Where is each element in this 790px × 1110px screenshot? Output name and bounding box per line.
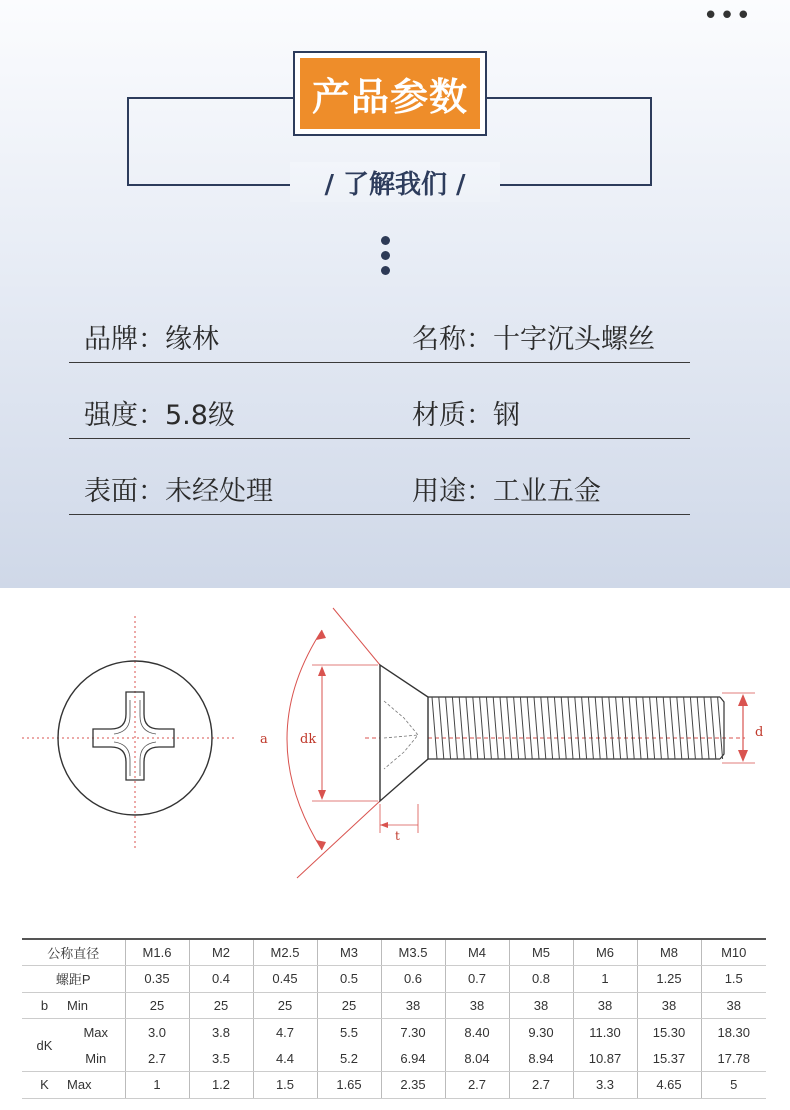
table-cell: 3.3	[573, 1072, 637, 1099]
table-cell: 3.5	[189, 1045, 253, 1072]
thread-line	[520, 697, 525, 759]
row-sub-label: Max	[67, 1072, 125, 1099]
table-cell: 5	[701, 1072, 766, 1099]
table-cell: 1.25	[637, 966, 701, 993]
thread-line	[541, 697, 546, 759]
size-header: M8	[637, 939, 701, 966]
section-title: 产品参数	[300, 58, 480, 129]
table-row	[22, 939, 766, 966]
row-sub-label: Min	[67, 992, 125, 1019]
screw-threads	[432, 697, 723, 759]
size-header: M2	[189, 939, 253, 966]
table-cell: 17.78	[701, 1045, 766, 1072]
size-header: M1.6	[125, 939, 189, 966]
table-cell: 8.40	[445, 1019, 509, 1046]
param-row	[69, 439, 690, 515]
table-row	[22, 966, 766, 993]
spec-table	[22, 938, 766, 1099]
table-row	[22, 992, 766, 1019]
table-cell: 0.6	[381, 966, 445, 993]
table-cell: 4.7	[253, 1019, 317, 1046]
param-usage: 用途：工业五金	[412, 476, 601, 507]
param-strength: 强度：5.8级	[84, 400, 235, 431]
thread-line	[500, 697, 505, 759]
table-cell: 0.5	[317, 966, 381, 993]
thread-line	[459, 697, 464, 759]
table-cell: 1	[125, 1072, 189, 1099]
thread-line	[636, 697, 641, 759]
thread-line	[718, 697, 723, 759]
vertical-dots-icon	[379, 236, 391, 274]
title-frame-right	[484, 97, 652, 186]
row-sub-label: Max	[83, 1024, 109, 1040]
thread-line	[473, 697, 478, 759]
param-surface: 表面：未经处理	[84, 476, 273, 507]
table-row	[22, 1045, 766, 1072]
screw-head-top-view	[22, 616, 236, 850]
table-cell: 38	[701, 992, 766, 1019]
table-cell: 38	[381, 992, 445, 1019]
thread-line	[684, 697, 689, 759]
table-cell: 2.7	[509, 1072, 573, 1099]
thread-line	[446, 697, 451, 759]
table-cell: 6.94	[381, 1045, 445, 1072]
table-cell: 0.7	[445, 966, 509, 993]
table-cell: 38	[573, 992, 637, 1019]
thread-line	[514, 697, 519, 759]
thread-line	[493, 697, 498, 759]
table-cell: 2.35	[381, 1072, 445, 1099]
thread-line	[548, 697, 553, 759]
thread-line	[643, 697, 648, 759]
spec-table-wrap	[22, 938, 766, 1099]
table-cell: 1	[573, 966, 637, 993]
param-table	[69, 312, 690, 515]
thread-line	[486, 697, 491, 759]
thread-line	[595, 697, 600, 759]
size-header: M10	[701, 939, 766, 966]
param-material: 材质：钢	[412, 400, 520, 431]
table-cell: 15.30	[637, 1019, 701, 1046]
table-cell: 25	[125, 992, 189, 1019]
thread-line	[582, 697, 587, 759]
thread-line	[575, 697, 580, 759]
table-cell: 9.30	[509, 1019, 573, 1046]
row-label-dk: dK	[22, 1019, 67, 1072]
table-row	[22, 1019, 766, 1046]
thread-line	[697, 697, 702, 759]
diagram-label-a: a	[260, 732, 268, 747]
table-cell: 1.5	[701, 966, 766, 993]
section-title-box	[293, 51, 487, 136]
thread-line	[704, 697, 709, 759]
table-cell: 0.4	[189, 966, 253, 993]
thread-line	[690, 697, 695, 759]
thread-line	[452, 697, 457, 759]
size-header: M3.5	[381, 939, 445, 966]
thread-line	[527, 697, 532, 759]
param-row	[69, 312, 690, 363]
thread-line	[629, 697, 634, 759]
thread-line	[622, 697, 627, 759]
table-cell: 2.7	[445, 1072, 509, 1099]
row-label-pitch: 螺距P	[22, 966, 125, 993]
section-subtitle: / 了解我们 /	[290, 162, 500, 202]
table-cell: 8.04	[445, 1045, 509, 1072]
screw-side-view	[260, 608, 763, 878]
thread-line	[507, 697, 512, 759]
table-cell: 3.8	[189, 1019, 253, 1046]
table-cell: 2.7	[125, 1045, 189, 1072]
table-cell: 11.30	[573, 1019, 637, 1046]
diagram-label-dk: dk	[300, 732, 317, 747]
thread-line	[588, 697, 593, 759]
thread-line	[663, 697, 668, 759]
table-cell: 25	[317, 992, 381, 1019]
thread-line	[670, 697, 675, 759]
table-cell: 38	[509, 992, 573, 1019]
table-cell: 1.5	[253, 1072, 317, 1099]
table-cell: 8.94	[509, 1045, 573, 1072]
table-cell: 3.0	[125, 1019, 189, 1046]
table-cell: 0.35	[125, 966, 189, 993]
table-cell: 4.65	[637, 1072, 701, 1099]
thread-line	[602, 697, 607, 759]
table-cell: 5.5	[317, 1019, 381, 1046]
table-row	[22, 1072, 766, 1099]
thread-line	[439, 697, 444, 759]
row-label-b: b	[22, 992, 67, 1019]
thread-line	[554, 697, 559, 759]
table-cell: 38	[445, 992, 509, 1019]
screw-technical-drawing	[0, 588, 790, 918]
thread-line	[466, 697, 471, 759]
table-cell: 25	[253, 992, 317, 1019]
size-header: M3	[317, 939, 381, 966]
table-cell: 4.4	[253, 1045, 317, 1072]
table-cell: 15.37	[637, 1045, 701, 1072]
thread-line	[656, 697, 661, 759]
param-brand: 品牌：缘林	[84, 324, 219, 355]
table-cell: 18.30	[701, 1019, 766, 1046]
table-cell: 5.2	[317, 1045, 381, 1072]
size-header: M4	[445, 939, 509, 966]
thread-line	[711, 697, 716, 759]
more-horizontal-icon[interactable]: •••	[702, 1, 752, 31]
thread-line	[568, 697, 573, 759]
table-cell: 10.87	[573, 1045, 637, 1072]
param-name: 名称：十字沉头螺丝	[412, 324, 655, 355]
param-row	[69, 363, 690, 439]
title-frame-left	[127, 97, 295, 186]
table-header-label: 公称直径	[22, 939, 125, 966]
size-header: M5	[509, 939, 573, 966]
thread-line	[677, 697, 682, 759]
diagram-label-t: t	[395, 829, 400, 843]
thread-line	[534, 697, 539, 759]
thread-line	[650, 697, 655, 759]
table-cell: 1.2	[189, 1072, 253, 1099]
diagram-label-d: d	[755, 725, 764, 740]
thread-line	[480, 697, 485, 759]
row-label-k: K	[22, 1072, 67, 1099]
thread-line	[609, 697, 614, 759]
table-cell: 0.45	[253, 966, 317, 993]
table-cell: 0.8	[509, 966, 573, 993]
thread-line	[616, 697, 621, 759]
thread-line	[432, 697, 437, 759]
size-header: M2.5	[253, 939, 317, 966]
thread-line	[561, 697, 566, 759]
table-cell: 25	[189, 992, 253, 1019]
size-header: M6	[573, 939, 637, 966]
row-sub-label: Min	[67, 1045, 125, 1072]
table-cell: 38	[637, 992, 701, 1019]
table-cell: 7.30	[381, 1019, 445, 1046]
table-cell: 1.65	[317, 1072, 381, 1099]
